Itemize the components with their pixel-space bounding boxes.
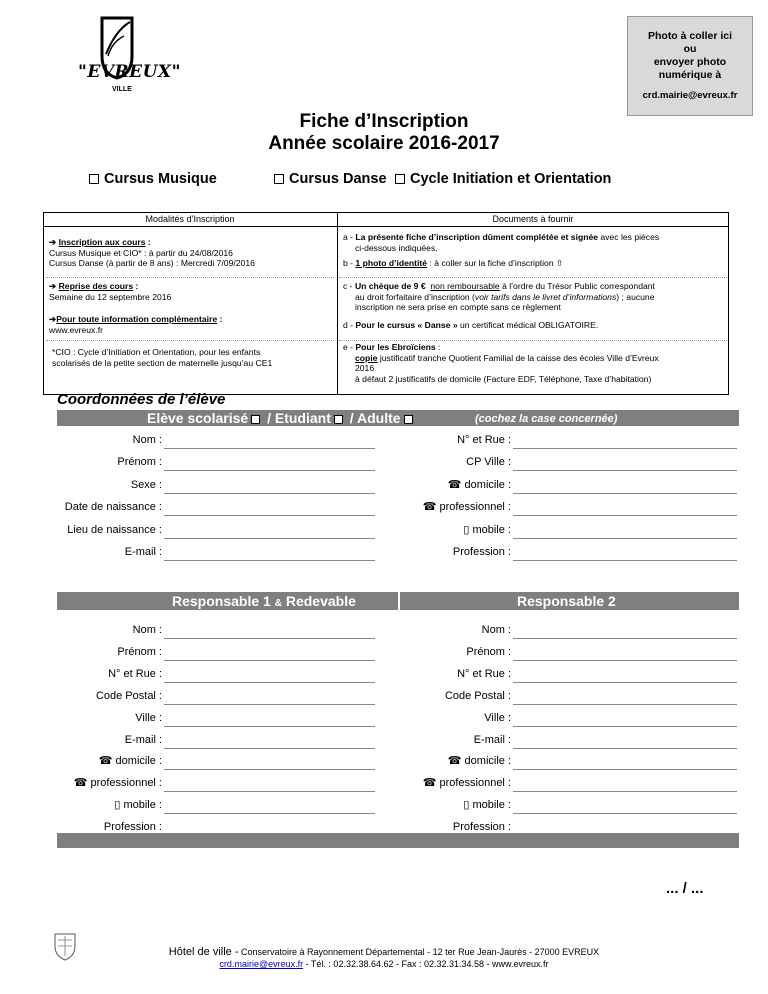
responsable-2-field-6-input[interactable] <box>513 755 737 770</box>
responsable-1-field-9-label: Profession : <box>103 821 162 834</box>
footer-line-2 <box>0 959 768 969</box>
logo-text: "EVREUX" <box>78 62 181 82</box>
responsable-2-title: Responsable 2 <box>517 593 616 609</box>
doc-c-line-2i: voir tarifs dans le livret d’informations <box>474 291 617 302</box>
eleve-left-field-2-label: Sexe : <box>130 478 162 491</box>
reprise-block: ➔ Reprise des cours : Semaine du 12 septembre 2016 <box>49 281 333 302</box>
doc-b-bold: 1 photo d’identité <box>355 258 428 268</box>
doc-a-rest: avec les pièces <box>598 232 660 242</box>
eleve-left-field-5-input[interactable] <box>164 546 375 561</box>
responsable-1-bar <box>57 592 398 610</box>
checkbox-cio[interactable] <box>395 174 405 184</box>
right-separator-1 <box>339 277 727 278</box>
footer-address: Conservatoire à Rayonnement Départemental - 12 ter Rue Jean-Jaurès - 27000 EVREUX <box>238 947 600 957</box>
eleve-right-field-2-input[interactable] <box>513 479 737 494</box>
responsable-2-field-8-input[interactable] <box>513 799 737 814</box>
responsable-1-field-4-input[interactable] <box>164 712 375 727</box>
eleve-section-title: Coordonnées de l’élève <box>57 391 226 408</box>
right-separator-2 <box>339 340 727 341</box>
doc-d-rest: un certificat médical OBLIGATOIRE. <box>457 320 599 330</box>
eleve-right-field-5-input[interactable] <box>513 546 737 561</box>
eleve-left-field-4-input[interactable] <box>164 524 375 539</box>
continue-mark: ... / ... <box>666 880 704 897</box>
option-musique[interactable] <box>89 171 217 187</box>
inscription-block: ➔ Inscription aux cours : Cursus Musique et CIO* : à partir du 24/08/2016 Cursus Danse (à partir de 8 ans) : Mercredi 7/09/2016 <box>49 237 333 269</box>
footer-contacts: - Tél. : 02.32.38.64.62 - Fax : 02.32.31.34.58 - www.evreux.fr <box>303 959 549 969</box>
doc-e: e - Pour les Ebroïciens : copie justificatif tranche Quotient Familial de la caisse des écoles Ville d’Evreux 2016 à défaut 2 justificatifs de domicile (Facture EDF, Téléphone, Taxe d’habitation) <box>343 342 729 384</box>
eleve-left-field-1-label: Prénom : <box>117 456 162 469</box>
status-note: (cochez la case concernée) <box>475 413 618 425</box>
doc-c-bold: Un chèque de 9 € <box>354 281 426 291</box>
responsable-2-field-0-input[interactable] <box>513 624 737 639</box>
checkbox-scolarise[interactable] <box>251 415 260 424</box>
doc-b-rest: : à coller sur la fiche d’inscription ⇧ <box>427 258 564 268</box>
inscription-line-2: Cursus Danse (à partir de 8 ans) : Mercredi 7/09/2016 <box>49 258 255 268</box>
responsable-2-field-3-label: Code Postal : <box>444 689 511 702</box>
eleve-left-field-5-label: E-mail : <box>124 546 162 558</box>
responsable-2-field-1-label: Prénom : <box>466 645 511 658</box>
status-scolarise-label: Elève scolarisé <box>147 410 249 426</box>
option-danse[interactable] <box>274 171 387 187</box>
doc-c-rest: à l’ordre du Trésor Public correspondant <box>499 281 655 291</box>
responsable-2-field-8-label: ▯ mobile : <box>463 799 511 812</box>
checkbox-adulte[interactable] <box>404 415 413 424</box>
responsable-2-field-5-input[interactable] <box>513 734 737 749</box>
doc-a: a - La présente fiche d’inscription dûment complétée et signée avec les pièces ci-dessous indiquées, <box>343 232 727 253</box>
inscription-line-1: Cursus Musique et CIO* : à partir du 24/08/2016 <box>49 247 233 258</box>
doc-e-bold: Pour les Ebroïciens <box>355 342 436 352</box>
responsable-1-field-3-input[interactable] <box>164 690 375 705</box>
doc-c: c - Un chèque de 9 € non remboursable à l’ordre du Trésor Public correspondant au droit forfaitaire d’inscription (voir tarifs dans le livret d’informations) ; aucune inscription ne sera prise en compte sans ce règlement <box>343 281 727 313</box>
responsable-2-field-2-label: N° et Rue : <box>457 667 511 680</box>
responsable-2-field-7-label: ☎ professionnel : <box>422 777 511 790</box>
doc-e-copie: copie <box>355 352 378 363</box>
responsable-1-field-5-label: E-mail : <box>124 733 162 746</box>
left-separator-1 <box>46 277 334 278</box>
eleve-left-field-4-label: Lieu de naissance : <box>67 523 162 536</box>
info-link[interactable]: www.evreux.fr <box>49 324 103 335</box>
doc-c-line-3: inscription ne sera prise en compte sans ce règlement <box>355 302 561 312</box>
checkbox-danse[interactable] <box>274 174 284 184</box>
responsable-1-field-1-label: Prénom : <box>117 645 162 658</box>
responsable-2-field-7-input[interactable] <box>513 777 737 792</box>
eleve-left-field-3-label: Date de naissance : <box>64 501 162 514</box>
responsable-2-field-2-input[interactable] <box>513 668 737 683</box>
eleve-left-field-0-input[interactable] <box>164 434 375 449</box>
eleve-right-field-2-label: ☎ domicile : <box>447 478 511 491</box>
responsable-1-field-7-input[interactable] <box>164 777 375 792</box>
eleve-right-field-0-label: N° et Rue : <box>457 434 511 446</box>
responsable-2-field-6-label: ☎ domicile : <box>447 755 511 768</box>
responsable-1-field-2-label: N° et Rue : <box>108 667 162 680</box>
cio-line-2: scolarisés de la petite section de maternelle jusqu’au CE1 <box>52 357 273 368</box>
eleve-right-field-1-input[interactable] <box>513 456 737 471</box>
eleve-left-field-3-input[interactable] <box>164 501 375 516</box>
responsable-2-field-3-input[interactable] <box>513 690 737 705</box>
reprise-title: Reprise des cours <box>58 281 134 291</box>
doc-b <box>343 258 727 269</box>
doc-a-line-2: ci-dessous indiquées, <box>355 242 438 253</box>
responsable-2-bar <box>400 592 739 610</box>
eleve-right-field-4-input[interactable] <box>513 524 737 539</box>
bottom-bar <box>57 833 739 848</box>
eleve-right-field-3-input[interactable] <box>513 501 737 516</box>
doc-b-prefix: b - <box>343 258 356 268</box>
page-subtitle: Année scolaire 2016-2017 <box>268 133 500 154</box>
info-block: ➔Pour toute information complémentaire : www.evreux.fr <box>49 314 333 335</box>
footer-line-1 <box>0 946 768 958</box>
footer-email-link[interactable]: crd.mairie@evreux.fr <box>219 959 304 969</box>
doc-c-line-2a: au droit forfaitaire d’inscription ( <box>355 291 475 302</box>
eleve-right-field-4-label: ▯ mobile : <box>463 523 511 536</box>
responsable-1-field-6-input[interactable] <box>164 755 375 770</box>
responsable-1-field-2-input[interactable] <box>164 668 375 683</box>
eleve-left-field-2-input[interactable] <box>164 479 375 494</box>
responsable-2-field-4-input[interactable] <box>513 712 737 727</box>
eleve-right-field-3-label: ☎ professionnel : <box>422 501 511 514</box>
reprise-line: Semaine du 12 septembre 2016 <box>49 291 172 302</box>
responsable-1-field-1-input[interactable] <box>164 646 375 661</box>
responsable-1-field-0-label: Nom : <box>132 624 162 636</box>
cio-note <box>52 347 334 368</box>
responsable-1-field-8-input[interactable] <box>164 799 375 814</box>
doc-e-line-4: à défaut 2 justificatifs de domicile (Facture EDF, Téléphone, Taxe d’habitation) <box>355 373 652 384</box>
status-etudiant-label: / Etudiant <box>267 410 331 426</box>
photo-line-2: ou <box>683 43 697 55</box>
eleve-right-field-5-label: Profession : <box>452 546 511 558</box>
table-header-left: Modalités d’Inscription <box>43 212 337 227</box>
responsable-1-field-6-label: ☎ domicile : <box>98 755 162 768</box>
eleve-right-field-1-label: CP Ville : <box>466 456 511 469</box>
doc-e-line-2: justificatif tranche Quotient Familial de la caisse des écoles Ville d’Evreux <box>377 352 659 363</box>
responsable-1-title: Responsable 1 <box>172 593 271 609</box>
responsable-2-field-1-input[interactable] <box>513 646 737 661</box>
responsable-1-suffix: Redevable <box>285 593 356 609</box>
responsable-1-field-3-label: Code Postal : <box>95 689 162 702</box>
responsable-1-field-7-label: ☎ professionnel : <box>73 777 162 790</box>
photo-line-3: envoyer photo <box>653 56 727 68</box>
responsable-1-field-8-label: ▯ mobile : <box>114 799 162 812</box>
doc-c-line-2b: ) ; aucune <box>616 291 655 302</box>
responsable-2-field-5-label: E-mail : <box>473 733 511 746</box>
responsable-2-field-9-label: Profession : <box>452 821 511 834</box>
checkbox-musique[interactable] <box>89 174 99 184</box>
option-danse-label: Cursus Danse <box>289 171 387 187</box>
info-title: Pour toute information complémentaire <box>56 314 218 324</box>
responsable-1-field-4-label: Ville : <box>135 711 162 724</box>
responsable-1-amp: & <box>274 598 282 609</box>
inscription-title: Inscription aux cours <box>58 237 146 247</box>
cio-line-1: *CIO : Cycle d’Initiation et Orientation, pour les enfants <box>52 347 261 357</box>
doc-a-bold: La présente fiche d’inscription dûment complétée et signée <box>355 232 599 242</box>
photo-line-4: numérique à <box>658 69 722 81</box>
doc-c-underline: non remboursable <box>430 281 500 291</box>
doc-d-bold: Pour le cursus « Danse » <box>355 320 458 330</box>
option-cio[interactable] <box>395 171 611 187</box>
responsable-2-field-4-label: Ville : <box>484 711 511 724</box>
option-musique-label: Cursus Musique <box>104 171 217 187</box>
left-separator-2 <box>46 340 334 341</box>
eleve-left-field-1-input[interactable] <box>164 456 375 471</box>
table-divider <box>337 212 338 395</box>
photo-email: crd.mairie@evreux.fr <box>642 90 738 101</box>
doc-d: d - Pour le cursus « Danse » un certificat médical OBLIGATOIRE. <box>343 320 599 330</box>
eleve-left-field-0-label: Nom : <box>132 434 162 446</box>
table-header-right: Documents à fournir <box>337 212 729 227</box>
status-adulte-label: / Adulte <box>349 410 401 426</box>
page-title: Fiche d’Inscription <box>299 111 469 132</box>
doc-e-line-3: 2016 <box>355 363 375 373</box>
responsable-2-field-0-label: Nom : <box>481 624 511 636</box>
eleve-status-bar <box>57 410 739 426</box>
responsable-1-field-0-input[interactable] <box>164 624 375 639</box>
footer-prefix: Hôtel de ville - <box>168 946 239 958</box>
photo-line-1: Photo à coller ici <box>647 30 733 42</box>
eleve-right-field-0-input[interactable] <box>513 434 737 449</box>
checkbox-etudiant[interactable] <box>334 415 343 424</box>
logo-subtitle: VILLE <box>112 86 132 93</box>
photo-box <box>627 16 753 116</box>
option-cio-label: Cycle Initiation et Orientation <box>410 171 612 187</box>
responsable-1-field-5-input[interactable] <box>164 734 375 749</box>
